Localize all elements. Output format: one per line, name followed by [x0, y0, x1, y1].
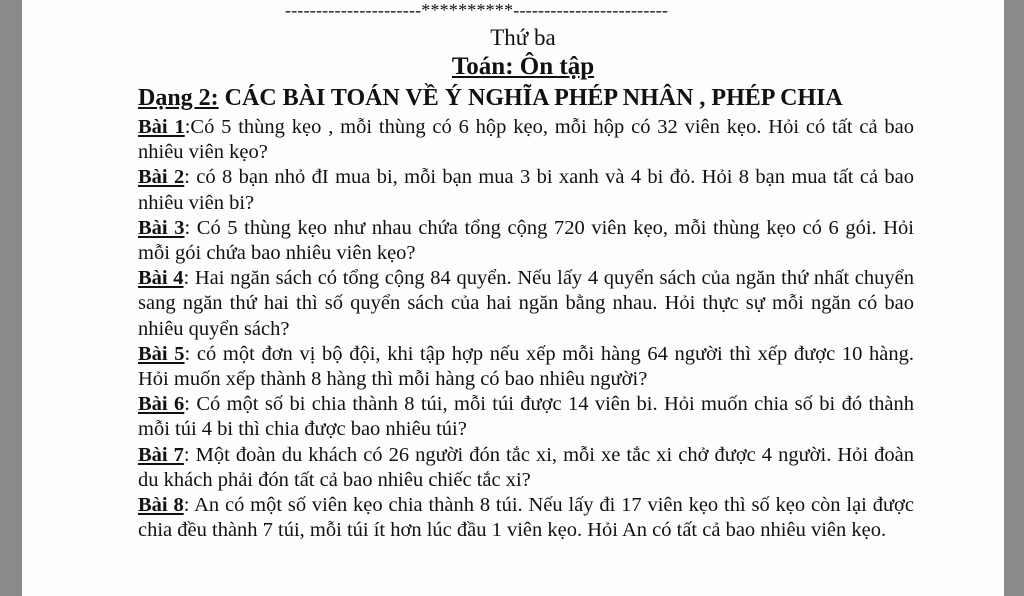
problem-7	[138, 443, 914, 493]
problem-8	[138, 493, 914, 543]
problem-6	[138, 392, 914, 442]
section-label: Dạng 2:	[138, 85, 219, 111]
problem-5	[138, 342, 914, 392]
left-border	[0, 0, 22, 596]
problem-text: :Có 5 thùng kẹo , mỗi thùng có 6 hộp kẹo, mỗi hộp có 32 viên kẹo. Hỏi có tất cả bao nhiêu viên kẹo?	[138, 116, 914, 164]
problem-label: Bài 8	[138, 494, 184, 517]
problem-label: Bài 5	[138, 342, 185, 365]
section-heading	[138, 85, 843, 112]
page-title: Toán: Ôn tập	[451, 53, 595, 80]
weekday-label: Thứ ba	[490, 25, 556, 50]
problem-text: : Một đoàn du khách có 26 người đón tắc xi, mỗi xe tắc xi chở được 4 người. Hỏi đoàn du khách phải đón tất cả bao nhiêu chiếc tắc xi?	[138, 443, 914, 491]
problem-text: : Có 5 thùng kẹo như nhau chứa tổng cộng 720 viên kẹo, mỗi thùng kẹo có 6 gói. Hỏi mỗi gói chứa bao nhiêu viên kẹo?	[138, 216, 914, 265]
problem-label: Bài 6	[138, 393, 185, 416]
separator-line: ----------------------**********-------------------------	[285, 0, 669, 20]
problem-label: Bài 4	[138, 267, 184, 290]
problem-2	[138, 165, 914, 215]
section-title: CÁC BÀI TOÁN VỀ Ý NGHĨA PHÉP NHÂN , PHÉP CHIA	[218, 85, 843, 111]
problem-1	[138, 115, 914, 165]
right-border	[1004, 0, 1024, 596]
problem-label: Bài 2	[138, 166, 185, 189]
problem-list	[138, 115, 914, 543]
document-page	[22, 0, 1004, 596]
problem-label: Bài 7	[138, 443, 184, 466]
problem-4	[138, 266, 914, 342]
problem-label: Bài 3	[138, 216, 185, 239]
problem-text: : Có một số bi chia thành 8 túi, mỗi túi được 14 viên bi. Hỏi muốn chia số bi đó thành mỗi túi 4 bi thì chia được bao nhiêu túi?	[138, 393, 914, 441]
problem-text: : có 8 bạn nhỏ đI mua bi, mỗi bạn mua 3 bi xanh và 4 bi đỏ. Hỏi 8 bạn mua tất cả bao nhiêu viên bi?	[138, 166, 915, 214]
problem-text: : An có một số viên kẹo chia thành 8 túi. Nếu lấy đi 17 viên kẹo thì số kẹo còn lại được chia đều thành 7 túi, mỗi túi ít hơn lúc đầu 1 viên kẹo. Hỏi An có tất cả bao nhiêu viên kẹo.	[138, 494, 914, 542]
problem-label: Bài 1	[138, 116, 185, 138]
problem-text: : Hai ngăn sách có tổng cộng 84 quyển. Nếu lấy 4 quyển sách của ngăn thứ nhất chuyển sang ngăn thứ hai thì số quyển sách của hai ngăn bằng nhau. Hỏi thực sự mỗi ngăn có bao nhiêu quyển sách?	[138, 267, 914, 340]
problem-3	[138, 216, 914, 266]
problem-text: : có một đơn vị bộ đội, khi tập hợp nếu xếp mỗi hàng 64 người thì xếp được 10 hàng. Hỏi muốn xếp thành 8 hàng thì mỗi hàng có bao nhiêu người?	[138, 342, 914, 391]
